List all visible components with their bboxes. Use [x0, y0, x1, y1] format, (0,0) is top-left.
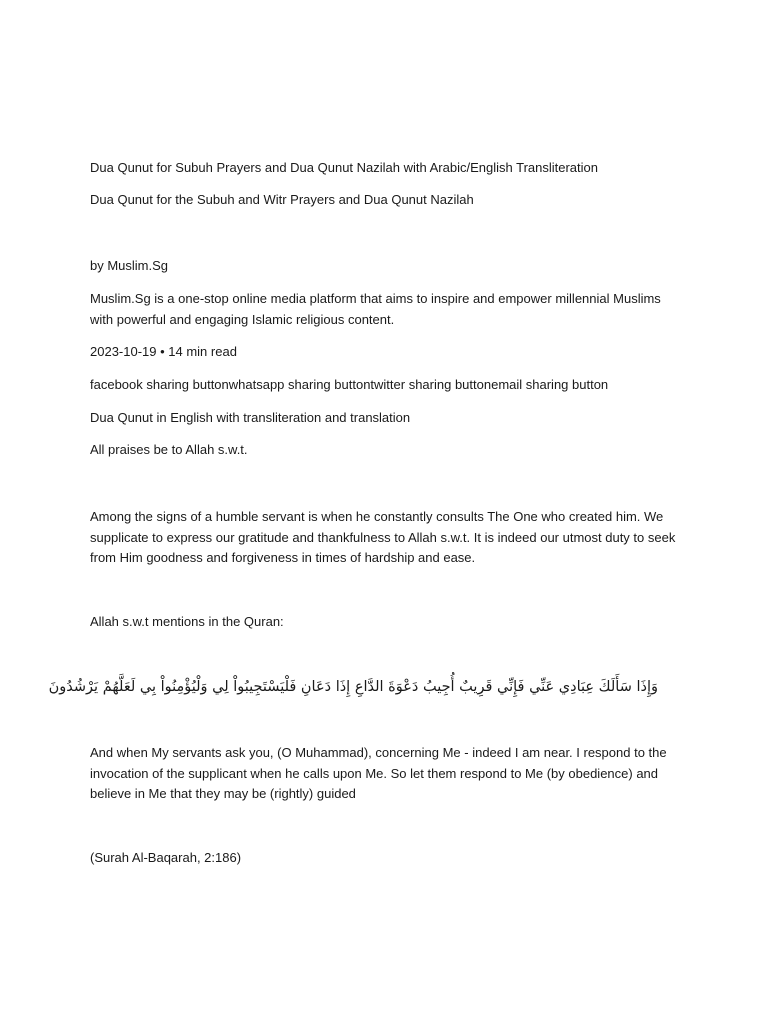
section-heading: Dua Qunut in English with transliteration and translation — [90, 410, 411, 425]
intro-paragraph: Among the signs of a humble servant is when he constantly consults The One who created him. We supplicate to express our gratitude and thankfulness to Allah s.w.t. It is indeed our utmost duty to seek from Him goodness and forgiveness in times of hardship and ease. — [90, 509, 676, 565]
verse-citation: (Surah Al-Baqarah, 2:186) — [90, 850, 242, 865]
post-meta: 2023-10-19 • 14 min read — [90, 344, 237, 359]
arabic-verse: وَإِذَا سَأَلَكَ عِبَادِي عَنِّي فَإِنِّي قَرِيبٌ أُجِيبُ دَعْوَةَ الدَّاعِ إِذَا دَعَانِ فَلْيَسْتَجِيبُواْ لِي وَلْيُؤْمِنُواْ بِي لَعَلَّهُمْ يَرْشُدُونَ — [48, 679, 658, 695]
byline: by Muslim.Sg — [90, 258, 169, 273]
quran-intro: Allah s.w.t mentions in the Quran: — [90, 614, 284, 629]
praise-line: All praises be to Allah s.w.t. — [90, 442, 248, 457]
share-buttons-text: facebook sharing buttonwhatsapp sharing buttontwitter sharing buttonemail sharing button — [90, 377, 609, 392]
author-bio: Muslim.Sg is a one-stop online media platform that aims to inspire and empower millennial Muslims with powerful and engaging Islamic religious content. — [90, 291, 661, 327]
verse-translation: And when My servants ask you, (O Muhammad), concerning Me - indeed I am near. I respond to the invocation of the supplicant when he calls upon Me. So let them respond to Me (by obedience) and believe in Me that they may be (rightly) guided — [90, 745, 667, 801]
document-title: Dua Qunut for Subuh Prayers and Dua Qunut Nazilah with Arabic/English Transliteration — [90, 160, 598, 175]
document-subtitle: Dua Qunut for the Subuh and Witr Prayers and Dua Qunut Nazilah — [90, 192, 474, 207]
